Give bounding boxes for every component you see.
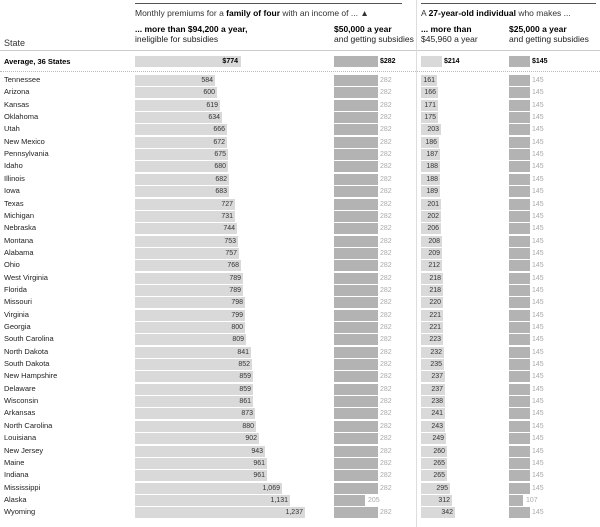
value-label-indiv-high: 187 xyxy=(426,151,438,158)
value-label-family-low: 282 xyxy=(380,299,392,306)
value-label-indiv-high: 235 xyxy=(430,361,442,368)
value-label-family-low: 282 xyxy=(380,250,392,257)
value-label-indiv-high: 189 xyxy=(426,188,438,195)
value-label-indiv-low: 145 xyxy=(532,89,544,96)
bar-indiv-low xyxy=(509,495,524,506)
value-label-family-high: 943 xyxy=(251,448,263,455)
triangle-up-icon[interactable]: ▲ xyxy=(360,8,369,18)
bar-family-low xyxy=(334,458,378,469)
value-label-indiv-low: 145 xyxy=(532,448,544,455)
value-label-family-high: 757 xyxy=(225,250,237,257)
value-label-family-high: 1,069 xyxy=(262,485,280,492)
family-high-column-header: ... more than $94,200 a year, ineligible for subsidies xyxy=(135,24,248,44)
value-label-indiv-low: 145 xyxy=(532,373,544,380)
state-label: Virginia xyxy=(4,310,29,319)
indiv-high-column-header: ... more than $45,960 a year xyxy=(421,24,478,44)
bar-family-low xyxy=(334,236,378,247)
bar-indiv-low xyxy=(509,285,530,296)
state-label: South Carolina xyxy=(4,334,54,343)
average-value-indiv-low: $145 xyxy=(532,58,548,65)
value-label-family-low: 282 xyxy=(380,287,392,294)
individual-group-title: A 27-year-old individual who makes ... xyxy=(421,8,571,18)
value-label-indiv-high: 237 xyxy=(431,373,443,380)
value-label-indiv-high: 206 xyxy=(427,225,439,232)
value-label-family-low: 282 xyxy=(380,139,392,146)
bar-indiv-low xyxy=(509,371,530,382)
state-label: Georgia xyxy=(4,322,31,331)
family-group-title: Monthly premiums for a family of four with an income of ... ▲ xyxy=(135,8,369,18)
bar-family-low xyxy=(334,137,378,148)
value-label-family-high: 859 xyxy=(239,373,251,380)
bar-indiv-low xyxy=(509,446,530,457)
value-label-family-low: 282 xyxy=(380,225,392,232)
value-label-family-high: 600 xyxy=(203,89,215,96)
value-label-indiv-low: 145 xyxy=(532,262,544,269)
state-label: Utah xyxy=(4,124,20,133)
value-label-family-high: 880 xyxy=(242,423,254,430)
value-label-family-high: 861 xyxy=(239,398,251,405)
value-label-indiv-low: 145 xyxy=(532,460,544,467)
bar-indiv-low xyxy=(509,421,530,432)
bar-indiv-low xyxy=(509,174,530,185)
bar-indiv-low xyxy=(509,260,530,271)
value-label-family-high: 672 xyxy=(213,139,225,146)
bar-family-low xyxy=(334,273,378,284)
value-label-family-high: 727 xyxy=(221,201,233,208)
value-label-indiv-high: 212 xyxy=(428,262,440,269)
state-label: Indiana xyxy=(4,470,29,479)
state-label: Maine xyxy=(4,458,25,467)
value-label-indiv-low: 145 xyxy=(532,299,544,306)
value-label-indiv-low: 145 xyxy=(532,472,544,479)
value-label-family-low: 282 xyxy=(380,460,392,467)
value-label-indiv-high: 171 xyxy=(424,102,436,109)
value-label-indiv-high: 238 xyxy=(431,398,443,405)
value-label-family-high: 1,131 xyxy=(270,497,288,504)
bar-family-low xyxy=(334,124,378,135)
value-label-indiv-high: 175 xyxy=(424,114,436,121)
value-label-family-low: 282 xyxy=(380,102,392,109)
value-label-family-low: 282 xyxy=(380,410,392,417)
value-label-family-low: 282 xyxy=(380,151,392,158)
value-label-indiv-high: 220 xyxy=(429,299,441,306)
value-label-family-low: 282 xyxy=(380,176,392,183)
average-row-label: Average, 36 States xyxy=(4,57,71,66)
value-label-family-high: 634 xyxy=(208,114,220,121)
state-label: Louisiana xyxy=(4,433,37,442)
bar-family-low xyxy=(334,408,378,419)
value-label-indiv-low: 145 xyxy=(532,485,544,492)
value-label-family-low: 282 xyxy=(380,163,392,170)
bar-family-low xyxy=(334,310,378,321)
value-label-indiv-low: 145 xyxy=(532,250,544,257)
bar-indiv-low xyxy=(509,470,530,481)
value-label-indiv-high: 221 xyxy=(429,324,441,331)
state-label: Missouri xyxy=(4,297,32,306)
bar-family-low xyxy=(334,149,378,160)
value-label-indiv-low: 145 xyxy=(532,509,544,516)
bar-indiv-low xyxy=(509,75,530,86)
bar-family-low xyxy=(334,186,378,197)
bar-indiv-low xyxy=(509,87,530,98)
state-label: Illinois xyxy=(4,174,25,183)
state-label: Pennsylvania xyxy=(4,149,49,158)
value-label-family-low: 282 xyxy=(380,213,392,220)
bar-family-low xyxy=(334,421,378,432)
state-label: Florida xyxy=(4,285,27,294)
state-label: North Carolina xyxy=(4,421,53,430)
value-label-indiv-high: 188 xyxy=(426,176,438,183)
value-label-indiv-high: 166 xyxy=(424,89,436,96)
state-label: Wyoming xyxy=(4,507,36,516)
value-label-indiv-low: 145 xyxy=(532,324,544,331)
value-label-family-low: 282 xyxy=(380,509,392,516)
value-label-family-high: 852 xyxy=(238,361,250,368)
value-label-indiv-low: 145 xyxy=(532,238,544,245)
bar-family-low xyxy=(334,285,378,296)
bar-indiv-low xyxy=(509,396,530,407)
family-low-column-header: $50,000 a year and getting subsidies xyxy=(334,24,414,44)
state-label: New Hampshire xyxy=(4,371,58,380)
value-label-family-low: 282 xyxy=(380,373,392,380)
value-label-family-high: 768 xyxy=(227,262,239,269)
bar-indiv-low xyxy=(509,149,530,160)
state-column-header: State xyxy=(4,38,26,48)
state-label: Tennessee xyxy=(4,75,41,84)
bar-indiv-low xyxy=(509,186,530,197)
bar-family-low xyxy=(334,507,378,518)
value-label-indiv-high: 312 xyxy=(438,497,450,504)
value-label-family-high: 799 xyxy=(231,312,243,319)
value-label-family-low: 282 xyxy=(380,485,392,492)
value-label-indiv-low: 145 xyxy=(532,77,544,84)
value-label-family-high: 682 xyxy=(215,176,227,183)
bar-indiv-low xyxy=(509,297,530,308)
value-label-indiv-high: 209 xyxy=(428,250,440,257)
value-label-family-high: 789 xyxy=(229,287,241,294)
value-label-indiv-low: 145 xyxy=(532,361,544,368)
value-label-family-high: 902 xyxy=(245,435,257,442)
bar-indiv-low xyxy=(509,211,530,222)
bar-indiv-low xyxy=(509,458,530,469)
value-label-family-high: 800 xyxy=(231,324,243,331)
bar-indiv-low xyxy=(509,199,530,210)
value-label-family-low: 282 xyxy=(380,114,392,121)
value-label-family-low: 282 xyxy=(380,336,392,343)
bar-indiv-low xyxy=(509,310,530,321)
bar-indiv-low xyxy=(509,433,530,444)
bar-family-low xyxy=(334,174,378,185)
value-label-indiv-high: 260 xyxy=(433,448,445,455)
value-label-family-high: 961 xyxy=(253,472,265,479)
value-label-indiv-low: 145 xyxy=(532,398,544,405)
value-label-indiv-low: 145 xyxy=(532,139,544,146)
value-label-family-low: 282 xyxy=(380,361,392,368)
value-label-indiv-low: 145 xyxy=(532,114,544,121)
bar-indiv-low xyxy=(509,124,530,135)
value-label-indiv-high: 221 xyxy=(429,312,441,319)
bar-indiv-low xyxy=(509,322,530,333)
value-label-family-low: 282 xyxy=(380,312,392,319)
value-label-indiv-high: 265 xyxy=(433,460,445,467)
value-label-family-low: 282 xyxy=(380,324,392,331)
value-label-family-low: 282 xyxy=(380,238,392,245)
value-label-family-low: 282 xyxy=(380,472,392,479)
bar-family-low xyxy=(334,396,378,407)
value-label-indiv-high: 241 xyxy=(431,410,443,417)
value-label-indiv-high: 249 xyxy=(432,435,444,442)
value-label-indiv-high: 201 xyxy=(427,201,439,208)
value-label-indiv-high: 265 xyxy=(433,472,445,479)
state-label: Kansas xyxy=(4,100,30,109)
state-label: Iowa xyxy=(4,186,20,195)
average-value-family-high: $774 xyxy=(222,58,238,65)
state-label: Oklahoma xyxy=(4,112,39,121)
value-label-family-low: 282 xyxy=(380,386,392,393)
value-label-indiv-high: 218 xyxy=(429,275,441,282)
value-label-family-high: 961 xyxy=(253,460,265,467)
state-label: South Dakota xyxy=(4,359,50,368)
value-label-family-high: 798 xyxy=(231,299,243,306)
value-label-family-low: 282 xyxy=(380,423,392,430)
state-label: New Jersey xyxy=(4,446,44,455)
value-label-indiv-low: 145 xyxy=(532,275,544,282)
state-label: Alaska xyxy=(4,495,27,504)
value-label-indiv-low: 145 xyxy=(532,410,544,417)
state-label: Mississippi xyxy=(4,483,41,492)
value-label-family-low: 282 xyxy=(380,89,392,96)
bar-indiv-low xyxy=(509,223,530,234)
bar-indiv-low xyxy=(509,112,530,123)
value-label-indiv-low: 145 xyxy=(532,435,544,442)
value-label-family-high: 859 xyxy=(239,386,251,393)
value-label-indiv-low: 145 xyxy=(532,201,544,208)
value-label-family-low: 282 xyxy=(380,262,392,269)
value-label-indiv-high: 218 xyxy=(429,287,441,294)
value-label-family-high: 683 xyxy=(215,188,227,195)
value-label-indiv-low: 145 xyxy=(532,176,544,183)
bar-family-low xyxy=(334,248,378,259)
bar-indiv-low xyxy=(509,273,530,284)
state-label: Wisconsin xyxy=(4,396,39,405)
bar-family-low xyxy=(334,100,378,111)
bar-indiv-low xyxy=(509,483,530,494)
bar-family-low xyxy=(334,112,378,123)
value-label-indiv-high: 202 xyxy=(427,213,439,220)
bar-family-low xyxy=(334,347,378,358)
value-label-indiv-high: 295 xyxy=(436,485,448,492)
bar-family-low xyxy=(334,223,378,234)
value-label-indiv-low: 145 xyxy=(532,312,544,319)
value-label-indiv-high: 223 xyxy=(429,336,441,343)
bar-family-low xyxy=(334,470,378,481)
value-label-indiv-high: 161 xyxy=(423,77,435,84)
state-label: Arkansas xyxy=(4,408,36,417)
value-label-indiv-high: 237 xyxy=(431,386,443,393)
value-label-indiv-low: 145 xyxy=(532,151,544,158)
bar-family-low xyxy=(334,75,378,86)
value-label-indiv-high: 208 xyxy=(428,238,440,245)
bar-family-low xyxy=(334,87,378,98)
value-label-family-low: 282 xyxy=(380,349,392,356)
value-label-family-high: 675 xyxy=(214,151,226,158)
bar-family-low xyxy=(334,260,378,271)
value-label-family-high: 1,237 xyxy=(285,509,303,516)
value-label-family-high: 809 xyxy=(232,336,244,343)
value-label-indiv-low: 145 xyxy=(532,423,544,430)
state-label: Delaware xyxy=(4,384,36,393)
value-label-indiv-low: 145 xyxy=(532,336,544,343)
state-label: North Dakota xyxy=(4,347,49,356)
average-value-indiv-high: $214 xyxy=(444,58,460,65)
value-label-family-high: 873 xyxy=(241,410,253,417)
value-label-indiv-high: 232 xyxy=(430,349,442,356)
value-label-indiv-low: 145 xyxy=(532,188,544,195)
value-label-family-high: 666 xyxy=(213,126,225,133)
value-label-indiv-low: 145 xyxy=(532,126,544,133)
bar-family-low xyxy=(334,433,378,444)
state-label: Arizona xyxy=(4,87,30,96)
bar-indiv-low xyxy=(509,507,530,518)
state-label: Nebraska xyxy=(4,223,37,232)
value-label-family-low: 282 xyxy=(380,398,392,405)
state-label: Idaho xyxy=(4,161,23,170)
value-label-family-high: 680 xyxy=(214,163,226,170)
state-label: Alabama xyxy=(4,248,34,257)
indiv-low-column-header: $25,000 a year and getting subsidies xyxy=(509,24,589,44)
state-label: New Mexico xyxy=(4,137,45,146)
bar-indiv-low xyxy=(509,347,530,358)
value-label-family-high: 731 xyxy=(221,213,233,220)
bar-family-low xyxy=(334,211,378,222)
value-label-family-high: 619 xyxy=(206,102,218,109)
bar-indiv-low xyxy=(509,384,530,395)
bar-family-low xyxy=(334,297,378,308)
state-label: Montana xyxy=(4,236,34,245)
value-label-family-high: 841 xyxy=(237,349,249,356)
value-label-family-low: 282 xyxy=(380,448,392,455)
bar-indiv-low xyxy=(509,236,530,247)
value-label-indiv-low: 145 xyxy=(532,287,544,294)
bar-indiv-low xyxy=(509,100,530,111)
state-label: Ohio xyxy=(4,260,20,269)
bar-indiv-low xyxy=(509,408,530,419)
bar-indiv-low xyxy=(509,359,530,370)
value-label-family-low: 205 xyxy=(365,495,383,506)
value-label-indiv-low: 145 xyxy=(532,225,544,232)
bar-family-low xyxy=(334,495,366,506)
value-label-indiv-low: 145 xyxy=(532,102,544,109)
bar-family-low xyxy=(334,371,378,382)
value-label-family-low: 282 xyxy=(380,188,392,195)
bar-indiv-low xyxy=(509,137,530,148)
value-label-family-high: 789 xyxy=(229,275,241,282)
value-label-family-high: 753 xyxy=(224,238,236,245)
bar-family-low xyxy=(334,334,378,345)
value-label-family-high: 744 xyxy=(223,225,235,232)
average-value-family-low: $282 xyxy=(380,58,396,65)
bar-family-low xyxy=(334,446,378,457)
bar-indiv-low xyxy=(509,248,530,259)
bar-family-low xyxy=(334,161,378,172)
bar-family-low xyxy=(334,384,378,395)
bar-family-low xyxy=(334,359,378,370)
value-label-family-low: 282 xyxy=(380,126,392,133)
value-label-indiv-high: 342 xyxy=(441,509,453,516)
state-label: Michigan xyxy=(4,211,35,220)
bar-indiv-low xyxy=(509,334,530,345)
bar-family-low xyxy=(334,483,378,494)
value-label-indiv-high: 203 xyxy=(427,126,439,133)
value-label-indiv-low: 107 xyxy=(523,495,541,506)
value-label-indiv-high: 188 xyxy=(426,163,438,170)
value-label-family-low: 282 xyxy=(380,435,392,442)
value-label-family-low: 282 xyxy=(380,77,392,84)
value-label-indiv-low: 145 xyxy=(532,213,544,220)
value-label-indiv-low: 145 xyxy=(532,349,544,356)
value-label-family-low: 282 xyxy=(380,201,392,208)
state-label: Texas xyxy=(4,199,24,208)
value-label-indiv-high: 243 xyxy=(431,423,443,430)
value-label-family-high: 584 xyxy=(201,77,213,84)
bar-family-low xyxy=(334,322,378,333)
value-label-indiv-low: 145 xyxy=(532,163,544,170)
value-label-indiv-low: 145 xyxy=(532,386,544,393)
value-label-indiv-high: 186 xyxy=(425,139,437,146)
bar-indiv-low xyxy=(509,161,530,172)
state-label: West Virginia xyxy=(4,273,48,282)
value-label-family-low: 282 xyxy=(380,275,392,282)
bar-family-low xyxy=(334,199,378,210)
